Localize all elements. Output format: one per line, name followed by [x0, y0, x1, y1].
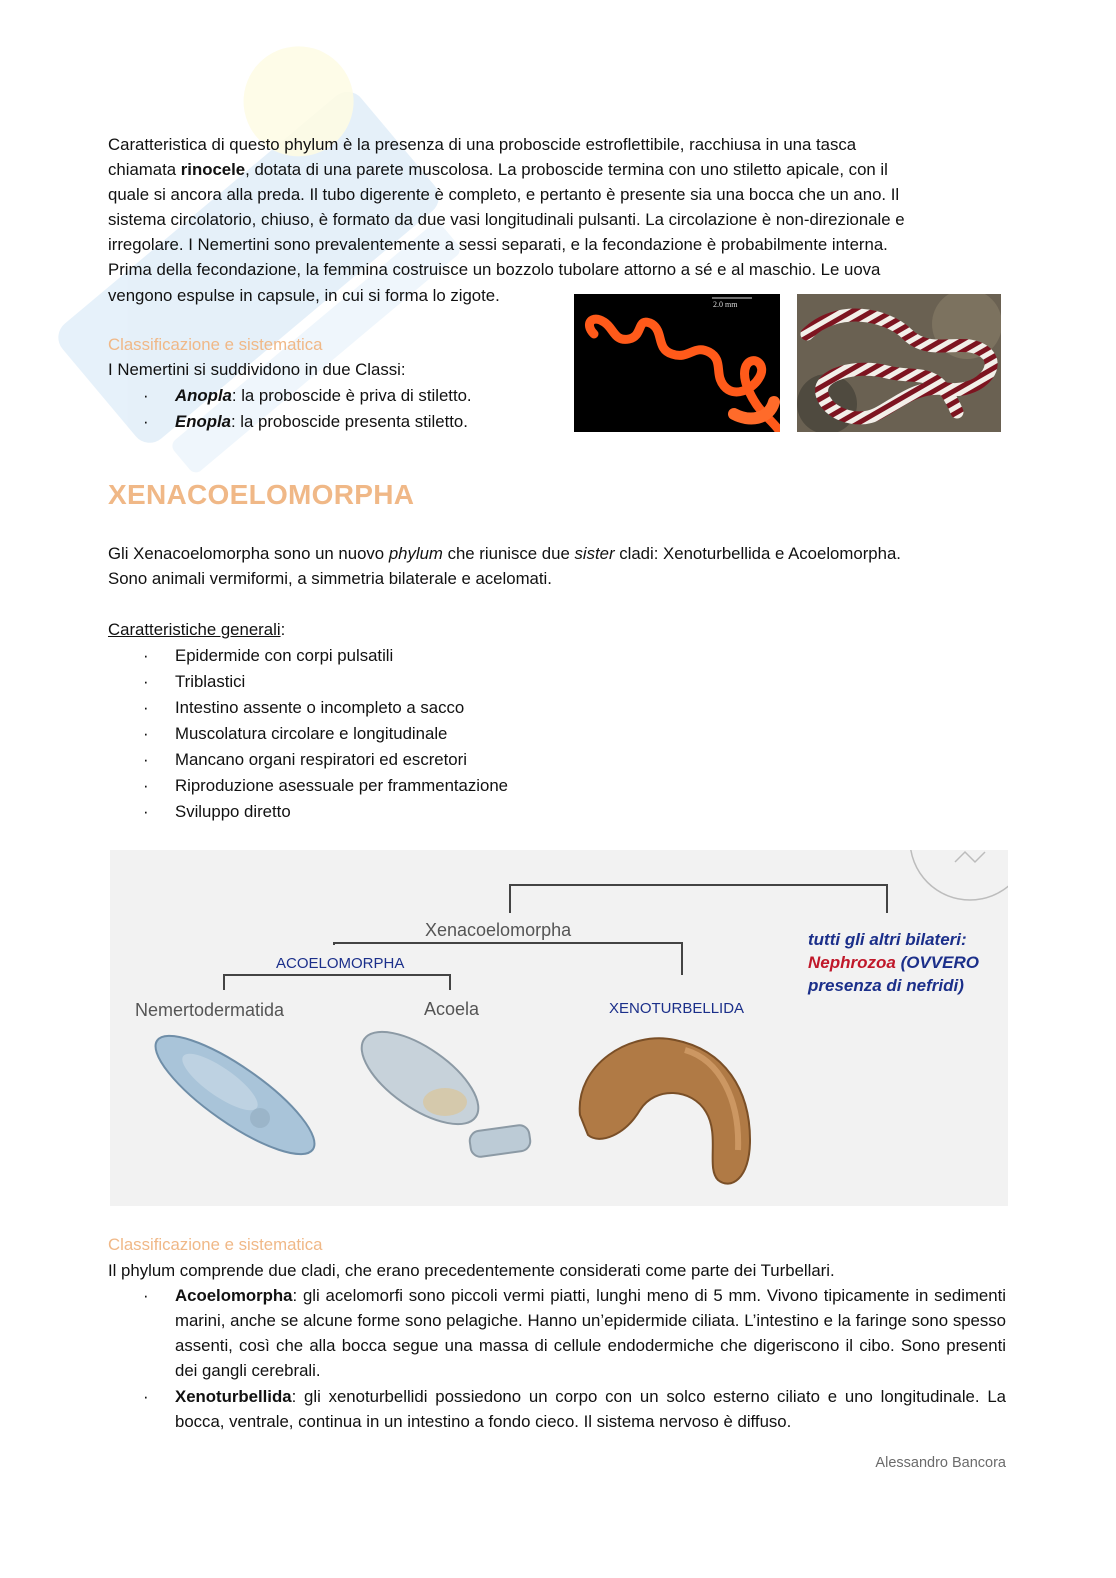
intro-line-4: sistema circolatorio, chiuso, è formato da due vasi longitudinali pulsanti. La circolazione è non-direzionale e: [108, 210, 905, 229]
label-other-bilaterians: tutti gli altri bilateri: Nephrozoa (OVVERO presenza di nefridi): [808, 930, 979, 995]
nemertini-classification-heading: Classificazione e sistematica: [108, 335, 323, 354]
label-xenoturbellida: XENOTURBELLIDA: [609, 1000, 745, 1017]
features-heading: Caratteristiche generali:: [108, 620, 286, 639]
intro-line-5: irregolare. I Nemertini sono prevalentemente a sessi separati, e la fecondazione è probabilmente interna.: [108, 235, 888, 254]
label-acoela: Acoela: [424, 999, 480, 1019]
xeno-classification-intro: Il phylum comprende due cladi, che erano precedentemente considerati come parte dei Turbellari.: [108, 1261, 835, 1280]
xeno-intro-line-1: Gli Xenacoelomorpha sono un nuovo phylum che riunisce due sister cladi: Xenoturbellida e Acoelomorpha.: [108, 544, 901, 563]
intro-line-1: Caratteristica di questo phylum è la presenza di una proboscide estroflettibile, racchiusa in una tasca: [108, 135, 857, 154]
intro-line-2: chiamata rinocele, dotata di una parete muscolosa. La proboscide termina con uno stiletto apicale, con il: [108, 160, 888, 179]
specimen-acoela: [347, 1014, 531, 1158]
seal-logo: [910, 850, 1008, 900]
list-item-xenoturbellida: · Xenoturbellida: gli xenoturbellidi possiedono un corpo con un solco esterno ciliato e uno longitudinale. La bocca, ventrale, continua in un intestino a fondo cieco. Il sistema nervoso è diffuso.: [143, 1387, 1006, 1431]
intro-line-7: vengono espulse in capsule, in cui si forma lo zigote.: [108, 286, 500, 305]
intro-line-6: Prima della fecondazione, la femmina costruisce un bozzolo tubolare attorno a sé e al maschio. Le uova: [108, 260, 881, 279]
nemertini-classes-intro: I Nemertini si suddividono in due Classi:: [108, 360, 406, 379]
label-acoelomorpha: ACOELOMORPHA: [276, 955, 405, 972]
label-nemertodermatida: Nemertodermatida: [135, 1000, 285, 1020]
list-item-acoelomorpha: · Acoelomorpha: gli acelomorfi sono piccoli vermi piatti, lunghi meno di 5 mm. Vivono tipicamente in sedimenti marini, anche se alcune forme sono pelagiche. Hanno un’epidermide ciliata. L’intestino e la faringe sono spesso assenti, così che alla bocca segue una massa di cellule endodermiche che digeriscono il cibo. Sono presenti dei gangli cerebrali.: [143, 1286, 1006, 1380]
phylogeny-diagram: [110, 850, 1008, 1206]
specimen-xenoturbellida: [580, 1038, 750, 1183]
intro-line-3: quale si ancora alla preda. Il tubo digerente è completo, e pertanto è presente sia una bocca che un ano. Il: [108, 185, 900, 204]
document-page: Caratteristica di questo phylum è la presenza di una proboscide estroflettibile, racchiusa in una tasca chiamata rinocele, dotata di una parete muscolosa. La proboscide termina con uno stiletto apicale, con il quale si ancora alla preda. Il tubo digerente è completo, e pertanto è presente sia una bocca che un ano. Il sistema circolatorio, chiuso, è formato da due vasi longitudinali pulsanti. La circolazione è non-direzionale e irregolare. I Nemertini sono prevalentemente a sessi separati, e la fecondazione è probabilmente interna. Prima della fecondazione, la femmina costruisce un bozzolo tubolare attorno a sé e al maschio. Le uova vengono espulse in capsule, in cui si forma lo zigote. Classificazione e sistematica I Nemertini si suddividono in due Classi: · Anopla: la proboscide è priva di stiletto. · Enopla: la proboscide presenta stiletto. 2.0 mm XENACOELOMORPHA Gli Xenacoelomorpha sono un nuovo phylum che riunisce due sister cladi: Xenoturbellida e Acoelomorpha. Sono animali vermiformi, a simmetria bilaterale e acelomati. Caratteristiche generali: · Epidermide con corpi pulsatili · Triblastici · Intestino assente o incompleto a sacco · Muscolatura circolare e longitudinale · Mancano organi respiratori ed escretori · Riproduzione asessuale per frammentazione · Sviluppo diretto Xenacoelomorpha ACOELOMORPHA Nemertodermatida Acoela XENOTURBELLIDA tutti gli altri bilateri: Nephrozoa (OVVERO presenza di nefridi) Classificazione e sistematica Il phylum comprende due cladi, che erano precedentemente considerati come parte dei Turbellari. · Acoelomorpha: gli acelomorfi sono piccoli vermi piatti, lunghi meno di 5 mm. Vivono tipicamente in sedimenti marini, anche se alcune forme sono pelagiche. Hanno un’epidermide ciliata. L’intestino e la faringe sono spesso assenti, così che alla bocca segue una massa di cellule endodermiche che digeriscono il cibo. Sono presenti dei gangli cerebrali. · Xenoturbellida: gli xenoturbellidi possiedono un corpo con un solco esterno ciliato e uno longitudinale. La bocca, ventrale, continua in un intestino a fondo cieco. Il sistema nervoso è diffuso. Alessandro Bancora: [0, 0, 1116, 1578]
footer-author: Alessandro Bancora: [875, 1455, 1006, 1471]
label-xenacoelomorpha: Xenacoelomorpha: [425, 920, 572, 940]
xeno-intro-line-2: Sono animali vermiformi, a simmetria bilaterale e acelomati.: [108, 569, 552, 588]
photo-striped-nemertean: [797, 294, 1001, 432]
scale-label: 2.0 mm: [713, 300, 738, 309]
xeno-classification-heading: Classificazione e sistematica: [108, 1235, 323, 1254]
photo-orange-nemertean: [574, 294, 780, 432]
specimen-nemertodermatida: [141, 1018, 329, 1173]
section-title-xenacoelomorpha: XENACOELOMORPHA: [108, 479, 415, 510]
term-rinocele: rinocele: [180, 160, 246, 179]
